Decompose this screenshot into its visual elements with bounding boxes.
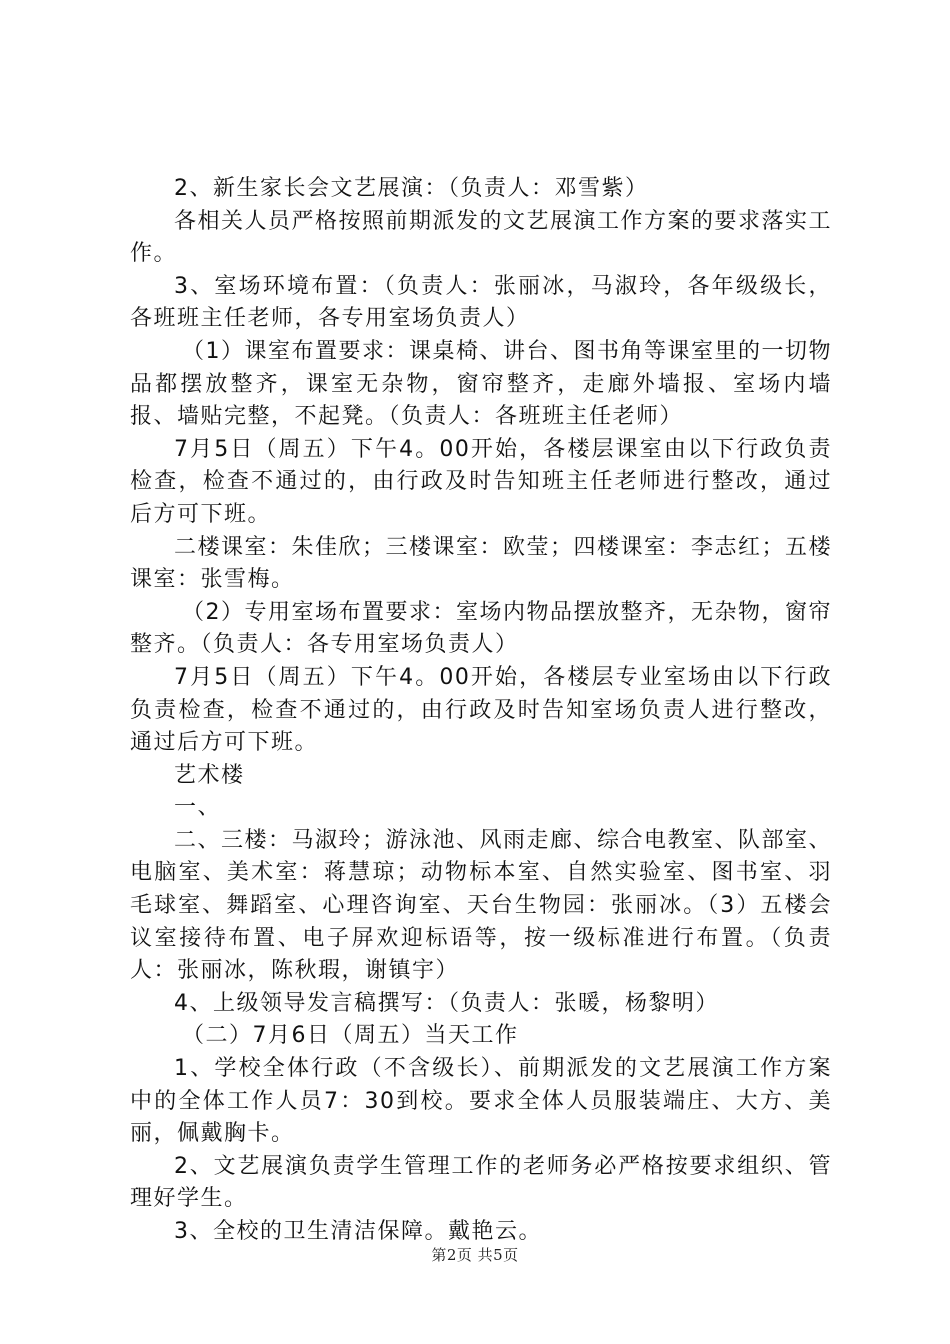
paragraph-day-item-1: 1、学校全体行政（不含级长）、前期派发的文艺展演工作方案中的全体工作人员7：30到校。要求全体人员服装端庄、大方、美丽，佩戴胸卡。: [130, 1056, 832, 1147]
paragraph-section-3-title: 3、室场环境布置：（负责人：张丽冰，马淑玲，各年级级长，各班班主任老师，各专用室场负责人）: [130, 273, 832, 332]
paragraph-art-building: 艺术楼: [174, 762, 245, 788]
paragraph-classroom-inspection: 7月5日（周五）下午4。00开始，各楼层课室由以下行政负责检查，检查不通过的，由行政及时告知班主任老师进行整改，通过后方可下班。: [130, 436, 832, 527]
paragraph-section-2-body: 各相关人员严格按照前期派发的文艺展演工作方案的要求落实工作。: [130, 208, 833, 267]
paragraph-classroom-requirements: （1）课室布置要求：课桌椅、讲台、图书角等课室里的一切物品都摆放整齐，课室无杂物，窗帘整齐，走廊外墙报、室场内墙报、墙贴完整，不起凳。（负责人：各班班主任老师）: [130, 338, 832, 430]
paragraph-day-item-3: 3、全校的卫生清洁保障。戴艳云。: [174, 1219, 542, 1244]
paragraph-special-room-requirements: （2）专用室场布置要求：室场内物品摆放整齐，无杂物，窗帘整齐。（负责人：各专用室场负责人）: [130, 599, 832, 658]
paragraph-room-assignments: 二、三楼：马淑玲；游泳池、风雨走廊、综合电教室、队部室、电脑室、美术室：蒋慧琼；动物标本室、自然实验室、图书室、羽毛球室、舞蹈室、心理咨询室、天台生物园：张丽冰。（3）五楼会议室接待布置、电子屏欢迎标语等，按一级标准进行布置。（负责人：张丽冰，陈秋瑕，谢镇宇）: [130, 827, 833, 984]
paragraph-item-one: 一、: [174, 795, 222, 821]
paragraph-section-4-title: 4、上级领导发言稿撰写：（负责人：张暖，杨黎明）: [174, 990, 719, 1016]
paragraph-floor-inspectors: 二楼课室：朱佳欣；三楼课室：欧莹；四楼课室：李志红；五楼课室：张雪梅。: [130, 534, 833, 593]
paragraph-section-2-title: 2、新生家长会文艺展演：（负责人：邓雪紫）: [174, 176, 649, 201]
paragraph-day-item-2: 2、文艺展演负责学生管理工作的老师务必严格按要求组织、管理好学生。: [130, 1153, 832, 1212]
paragraph-day-of-work-heading: （二）7月6日（周五）当天工作: [182, 1023, 519, 1049]
document-body: [130, 173, 832, 1249]
page-footer: 第2页 共5页: [431, 1246, 519, 1264]
paragraph-special-room-inspection: 7月5日（周五）下午4。00开始，各楼层专业室场由以下行政负责检查，检查不通过的，由行政及时告知室场负责人进行整改，通过后方可下班。: [130, 664, 832, 756]
